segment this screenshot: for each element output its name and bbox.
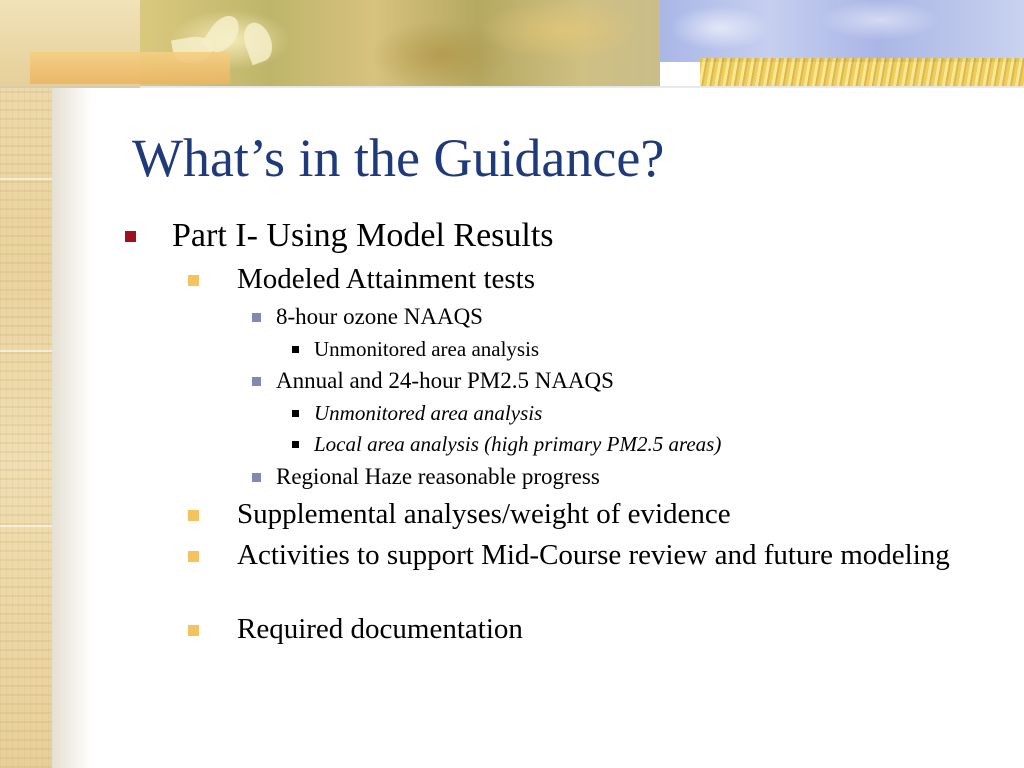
- bullet-text: Part I- Using Model Results: [172, 217, 554, 254]
- bullet-square-icon: [188, 275, 199, 286]
- bullet-item-level2: [237, 539, 957, 572]
- strip-seam: [0, 178, 52, 180]
- bullet-item-level3: [276, 368, 614, 394]
- bullet-item-level4: [314, 432, 721, 456]
- bullet-item-level2: [237, 498, 731, 531]
- bullet-text: Supplemental analyses/weight of evidence: [237, 498, 731, 530]
- band-shadow: [0, 86, 1024, 88]
- bullet-square-icon: [252, 377, 261, 386]
- bullet-square-icon: [125, 231, 136, 242]
- bullet-text: Modeled Attainment tests: [237, 263, 536, 295]
- bullet-item-level3: [276, 304, 483, 330]
- bullet-item-level1: [172, 218, 554, 254]
- bullet-text: Regional Haze reasonable progress: [276, 464, 600, 489]
- bullet-item-level4: [314, 401, 542, 425]
- bullet-item-level2: [237, 613, 523, 646]
- bullet-square-icon: [188, 625, 199, 636]
- bullet-square-icon: [252, 473, 261, 482]
- bullet-text: Unmonitored area analysis: [314, 401, 543, 425]
- bullet-item-level4: [314, 337, 539, 361]
- bullet-square-icon: [292, 441, 299, 448]
- band-sky-image: [660, 0, 1024, 62]
- bullet-item-level3: [276, 464, 600, 490]
- bullet-square-icon: [188, 510, 199, 521]
- bullet-square-icon: [292, 346, 299, 353]
- bullet-square-icon: [188, 551, 199, 562]
- left-shadow: [52, 0, 92, 768]
- bullet-text: Local area analysis (high primary PM2.5 areas): [314, 432, 722, 456]
- header-decoration-band: [0, 0, 1024, 88]
- bullet-square-icon: [252, 313, 261, 322]
- bullet-square-icon: [292, 410, 299, 417]
- bullet-text: Annual and 24-hour PM2.5 NAAQS: [276, 368, 614, 393]
- bullet-text: Required documentation: [237, 613, 523, 645]
- bullet-text: Activities to support Mid-Course review and future modeling: [237, 539, 950, 571]
- band-gold-grass: [700, 58, 1024, 86]
- slide-title: What’s in the Guidance?: [132, 128, 665, 188]
- bullet-text: Unmonitored area analysis: [314, 337, 540, 361]
- bullet-text: 8-hour ozone NAAQS: [276, 304, 483, 329]
- strip-seam: [0, 350, 52, 352]
- bullet-item-level2: [237, 263, 535, 296]
- left-parchment-strip: [0, 0, 52, 768]
- band-orange-bar: [30, 52, 230, 84]
- strip-seam: [0, 525, 52, 527]
